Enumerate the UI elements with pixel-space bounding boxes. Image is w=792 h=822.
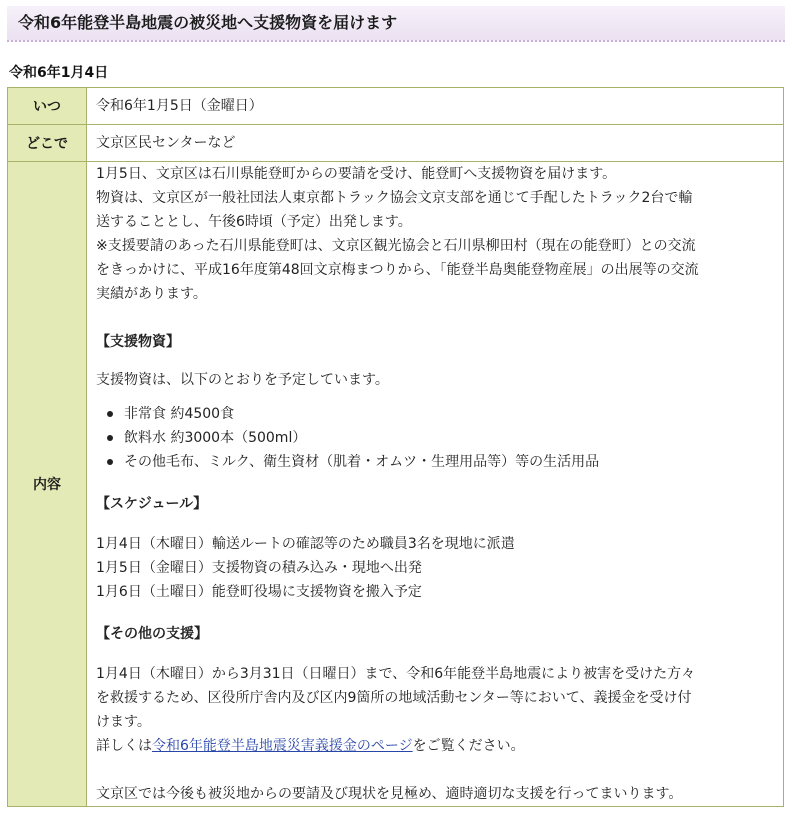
schedule-item: 1月4日（木曜日）輸送ルートの確認等のため職員3名を現地に派遣 [96,536,515,552]
other-support-line: 1月4日（木曜日）から3月31日（日曜日）まで、令和6年能登半島地震により被害を受けた方々 [96,666,696,682]
supplies-list [96,402,775,474]
intro-line: 1月5日、文京区は石川県能登町からの要請を受け、能登町へ支援物資を届けます。 [96,166,617,182]
bullet-icon [107,459,113,465]
other-support-line: けます。 [96,714,151,730]
schedule-item: 1月6日（土曜日）能登町役場に支援物資を搬入予定 [96,584,422,600]
label-where: どこで [8,125,87,162]
page-title: 令和6年能登半島地震の被災地へ支援物資を届けます [18,13,398,32]
list-item: 非常食 約4500食 [124,402,775,426]
supplies-lead: 支援物資は、以下のとおりを予定しています。 [96,372,389,388]
info-table [7,87,784,807]
row-where [8,125,784,162]
donation-page-link[interactable]: 令和6年能登半島地震災害義援金のページ [152,738,413,754]
publish-date: 令和6年1月4日 [9,65,109,81]
row-when [8,88,784,125]
value-where: 文京区民センターなど [87,125,784,162]
closing-line: 文京区では今後も被災地からの要請及び現状を見極め、適時適切な支援を行ってまいります。 [96,786,683,802]
bullet-icon [107,411,113,417]
schedule-item: 1月5日（金曜日）支援物資の積み込み・現地へ出発 [96,560,422,576]
list-item: 飲料水 約3000本（500ml） [124,426,775,450]
schedule-heading: 【スケジュール】 [96,496,208,512]
intro-line: 実績があります。 [96,286,207,302]
title-bar [7,6,785,42]
intro-line: 物資は、文京区が一般社団法人東京都トラック協会文京支部を通じて手配したトラック2台で輸 [96,190,693,206]
intro-line: ※支援要請のあった石川県能登町は、文京区観光協会と石川県柳田村（現在の能登町）との交流 [96,238,696,254]
bullet-icon [107,435,113,441]
intro-line: 送することとし、午後6時頃（予定）出発します。 [96,214,412,230]
other-support-line: を救援するため、区役所庁舎内及び区内9箇所の地域活動センター等において、義援金を受け付 [96,690,692,706]
label-when: いつ [8,88,87,125]
other-support-heading: 【その他の支援】 [96,626,208,642]
row-content [8,162,784,807]
details-line: 詳しくは令和6年能登半島地震災害義援金のページをご覧ください。 [96,738,525,754]
value-when: 令和6年1月5日（金曜日） [87,88,784,125]
label-content: 内容 [8,162,87,807]
value-content [87,162,784,807]
supplies-heading: 【支援物資】 [96,334,180,350]
intro-line: をきっかけに、平成16年度第48回文京梅まつりから、「能登半島奥能登物産展」の出展等の交流 [96,262,699,278]
list-item: その他毛布、ミルク、衛生資材（肌着・オムツ・生理用品等）等の生活用品 [124,450,775,474]
